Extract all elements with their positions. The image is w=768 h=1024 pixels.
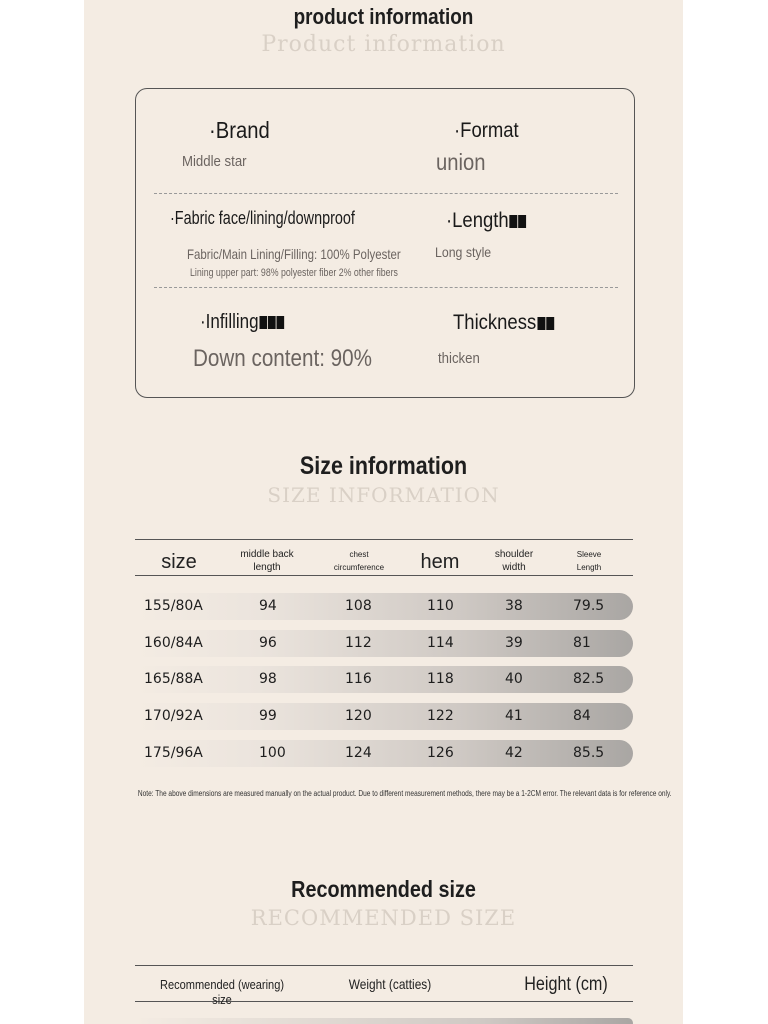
- col-header-shoulder: shoulder width: [494, 549, 534, 573]
- cell-shoulder: 38: [505, 598, 523, 614]
- col-header-hem: hem: [420, 551, 460, 573]
- infilling-label: ·Infilling: [200, 311, 284, 334]
- cell-hem: 122: [427, 708, 454, 724]
- cell-hem: 110: [427, 598, 454, 614]
- cell-chest: 124: [345, 745, 372, 761]
- cell-hem: 126: [427, 745, 454, 761]
- product-detail-page: [84, 0, 683, 1024]
- format-label: ·Format: [454, 119, 519, 142]
- table-row: [135, 630, 633, 657]
- cell-size: 155/80A: [144, 598, 203, 614]
- cell-shoulder: 41: [505, 708, 523, 724]
- product-info-title: product information: [293, 4, 474, 29]
- cell-size: 175/96A: [144, 745, 203, 761]
- table-row: [135, 593, 633, 620]
- rec-col-header-weight: Weight (catties): [348, 976, 432, 992]
- table-header-rule: [135, 575, 633, 576]
- product-info-box: [135, 88, 635, 398]
- divider: [154, 193, 618, 194]
- rec-table-top-rule: [135, 965, 633, 966]
- thickness-value: thicken: [438, 350, 480, 367]
- fabric-value: Fabric/Main Lining/Filling: 100% Polyester: [187, 246, 401, 262]
- table-row: [135, 703, 633, 730]
- cell-size: 160/84A: [144, 635, 203, 651]
- table-row: [135, 740, 633, 767]
- cell-size: 165/88A: [144, 671, 203, 687]
- table-top-rule: [135, 539, 633, 540]
- cell-chest: 108: [345, 598, 372, 614]
- col-header-back-length: middle back length: [240, 549, 294, 573]
- cell-chest: 120: [345, 708, 372, 724]
- cell-back-length: 94: [259, 598, 277, 614]
- recommended-size-title: Recommended size: [291, 876, 476, 902]
- size-info-ghost-title: SIZE INFORMATION: [267, 483, 500, 507]
- infilling-value: Down content: 90%: [193, 345, 372, 372]
- size-info-title: Size information: [299, 452, 468, 480]
- rec-table-row: [135, 1018, 633, 1024]
- rec-col-header-size: Recommended (wearing) size: [159, 977, 285, 1007]
- thickness-label: Thickness: [453, 311, 554, 335]
- brand-value: Middle star: [182, 153, 247, 170]
- cell-size: 170/92A: [144, 708, 203, 724]
- cell-chest: 116: [345, 671, 372, 687]
- fabric-value-detail: Lining upper part: 98% polyester fiber 2% other fibers: [190, 267, 398, 279]
- cell-sleeve: 79.5: [573, 598, 605, 614]
- product-info-ghost-title: Product information: [261, 32, 506, 57]
- col-header-size: size: [161, 551, 197, 573]
- cell-back-length: 98: [259, 671, 277, 687]
- divider: [154, 287, 618, 288]
- cell-hem: 114: [427, 635, 454, 651]
- cell-shoulder: 39: [505, 635, 523, 651]
- cell-sleeve: 82.5: [573, 671, 605, 687]
- cell-chest: 112: [345, 635, 372, 651]
- measurement-note: Note: The above dimensions are measured manually on the actual product. Due to different measurement methods, there may be a 1-2CM error. The relevant data is for reference only.: [137, 789, 672, 798]
- cell-shoulder: 40: [505, 671, 523, 687]
- cell-back-length: 96: [259, 635, 277, 651]
- brand-label: ·Brand: [209, 117, 270, 143]
- cell-sleeve: 85.5: [573, 745, 605, 761]
- cell-back-length: 100: [259, 745, 286, 761]
- cell-back-length: 99: [259, 708, 277, 724]
- length-value: Long style: [435, 244, 492, 260]
- cell-sleeve: 81: [573, 635, 591, 651]
- col-header-chest: chest circumference: [333, 550, 385, 572]
- col-header-sleeve: Sleeve Length: [576, 550, 602, 572]
- recommended-size-ghost-title: RECOMMENDED SIZE: [250, 906, 517, 930]
- cell-shoulder: 42: [505, 745, 523, 761]
- table-row: [135, 666, 633, 693]
- cell-sleeve: 84: [573, 708, 591, 724]
- cell-hem: 118: [427, 671, 454, 687]
- fabric-label: ·Fabric face/lining/downproof: [170, 208, 355, 228]
- length-label: ·Length: [446, 209, 526, 233]
- rec-col-header-height: Height (cm): [524, 974, 608, 995]
- format-value: union: [436, 149, 486, 175]
